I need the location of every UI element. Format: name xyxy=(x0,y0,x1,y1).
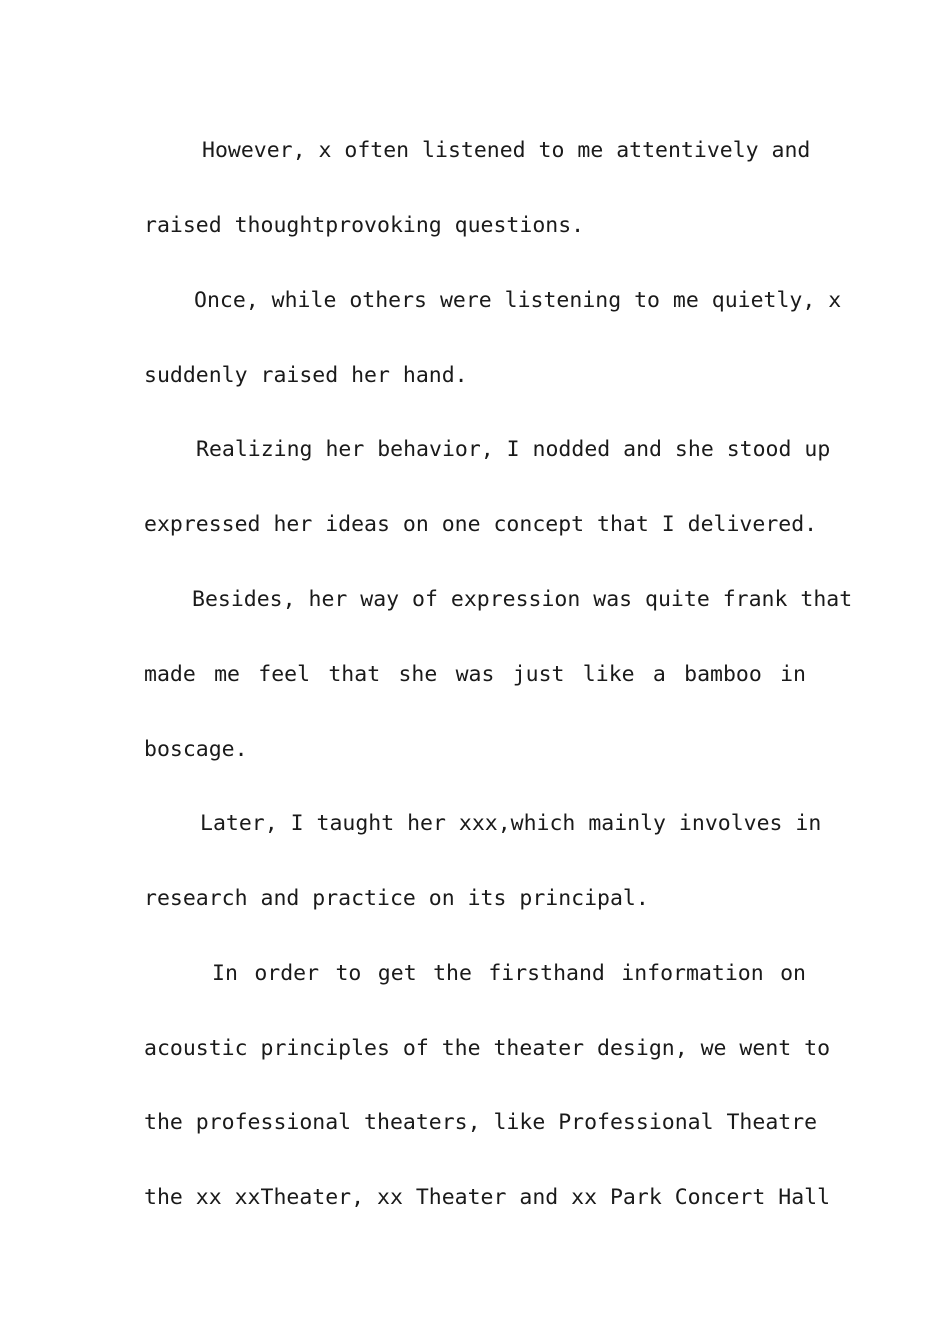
paragraph-5-line-1: Later, I taught her xxx,which mainly involves in xyxy=(200,811,822,836)
paragraph-6-line-4: the xx xxTheater, xx Theater and xx Park Concert Hall xyxy=(144,1185,831,1210)
paragraph-3-line-1: Realizing her behavior, I nodded and she stood up xyxy=(196,437,831,462)
paragraph-1-line-2: raised thoughtprovoking questions. xyxy=(144,213,585,238)
paragraph-5-line-2: research and practice on its principal. xyxy=(144,886,649,911)
paragraph-3-line-2: expressed her ideas on one concept that I delivered. xyxy=(144,512,818,537)
paragraph-6-line-1: In order to get the firsthand information on xyxy=(212,961,806,986)
paragraph-6-line-2: acoustic principles of the theater design, we went to xyxy=(144,1036,831,1061)
paragraph-2-line-1: Once, while others were listening to me quietly, x xyxy=(194,288,842,313)
paragraph-1-line-1: However, x often listened to me attentively and xyxy=(202,138,811,163)
paragraph-4-line-3: boscage. xyxy=(144,737,248,762)
paragraph-4-line-2: made me feel that she was just like a bamboo in xyxy=(144,662,806,687)
paragraph-6-line-3: the professional theaters, like Professional Theatre xyxy=(144,1110,818,1135)
paragraph-4-line-1: Besides, her way of expression was quite frank that xyxy=(192,587,853,612)
document-page xyxy=(144,0,853,1344)
paragraph-2-line-2: suddenly raised her hand. xyxy=(144,363,468,388)
